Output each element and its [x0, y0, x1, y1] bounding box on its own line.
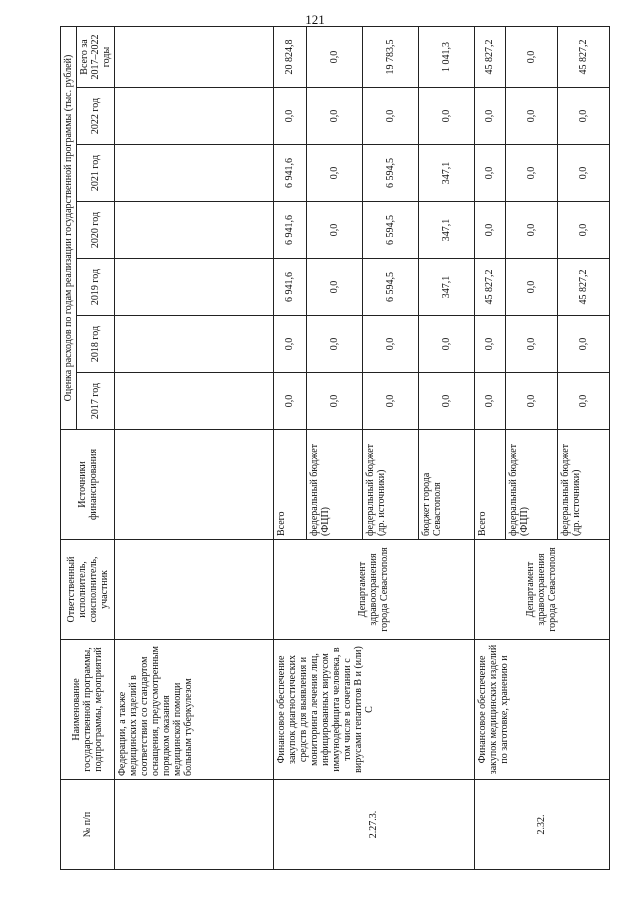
row-value: 0,0: [306, 26, 362, 87]
row-value: 6 594,5: [362, 259, 418, 316]
row-value: 0,0: [557, 373, 609, 430]
row-executor: Департамент здравоохранения города Севастополя: [273, 540, 474, 640]
row-value: 347,1: [418, 202, 474, 259]
row-source: федеральный бюджет (ФЦП): [505, 430, 557, 540]
header-name: Наименование государственной программы, подпрограммы, мероприятий: [61, 640, 115, 780]
row-value: 0,0: [557, 316, 609, 373]
header-estimate: Оценка расходов по годам реализации государственной программы (тыс. рублей): [61, 26, 77, 429]
header-sources: Источники финансирования: [61, 430, 115, 540]
row-value: 0,0: [418, 316, 474, 373]
row-source: Всего: [474, 430, 505, 540]
row-value: 0,0: [557, 202, 609, 259]
row-name: Финансовое обеспечение закупок диагностических средств для выявления и мониторинга лечения лиц, инфицированных вирусом иммунодефицита человека, в том числе в сочетании с вирусами гепатитов В и (или) С: [273, 640, 474, 780]
row-value: 45 827,2: [474, 259, 505, 316]
row-value: 6 941,6: [273, 145, 306, 202]
row-value: 6 941,6: [273, 259, 306, 316]
row-value: 6 594,5: [362, 202, 418, 259]
row-value: 0,0: [474, 316, 505, 373]
row-value: 0,0: [418, 373, 474, 430]
header-year: 2022 год: [77, 88, 115, 145]
page-number: 121: [305, 12, 325, 27]
row-value: 347,1: [418, 145, 474, 202]
row-value: 0,0: [273, 88, 306, 145]
row-value: [115, 88, 274, 145]
row-name: Федерации, а также медицинских изделий в соответствии со стандартом оснащения, предусмотренным порядком оказания медицинской помощи больным туберкулезом: [115, 640, 274, 780]
row-value: [115, 259, 274, 316]
row-value: 1 041,3: [418, 26, 474, 87]
table-row: [474, 26, 505, 869]
header-year: 2017 год: [77, 373, 115, 430]
header-year: 2020 год: [77, 202, 115, 259]
row-value: 0,0: [273, 316, 306, 373]
row-value: 0,0: [505, 88, 557, 145]
table-row: [273, 26, 306, 869]
header-year: 2021 год: [77, 145, 115, 202]
row-source: федеральный бюджет (др. источники): [362, 430, 418, 540]
header-total: Всего за 2017–2022 годы: [77, 26, 115, 87]
row-value: [115, 316, 274, 373]
rotated-table-container: [60, 30, 610, 870]
row-value: 0,0: [505, 259, 557, 316]
header-year: 2018 год: [77, 316, 115, 373]
row-value: 347,1: [418, 259, 474, 316]
row-executor: [115, 540, 274, 640]
row-source: Всего: [273, 430, 306, 540]
row-value: 45 827,2: [474, 26, 505, 87]
row-value: 0,0: [362, 88, 418, 145]
row-value: 0,0: [306, 373, 362, 430]
row-source: федеральный бюджет (др. источники): [557, 430, 609, 540]
row-num: 2.27.3.: [273, 780, 474, 870]
row-value: 0,0: [306, 316, 362, 373]
row-value: 0,0: [273, 373, 306, 430]
row-name: Финансовое обеспечение закупок медицинских изделий по заготовке, хранению и: [474, 640, 609, 780]
row-value: 0,0: [474, 373, 505, 430]
row-value: 19 783,5: [362, 26, 418, 87]
row-value: 0,0: [505, 202, 557, 259]
row-value: [115, 26, 274, 87]
row-value: 0,0: [306, 145, 362, 202]
row-value: 6 594,5: [362, 145, 418, 202]
header-executor: Ответственный исполнитель, соисполнитель, участник: [61, 540, 115, 640]
row-value: 0,0: [557, 88, 609, 145]
row-value: 0,0: [306, 88, 362, 145]
row-num: [115, 780, 274, 870]
row-source: бюджет города Севастополя: [418, 430, 474, 540]
row-value: 6 941,6: [273, 202, 306, 259]
table-row: [115, 26, 274, 869]
row-value: 0,0: [505, 316, 557, 373]
finance-table: [60, 26, 610, 870]
row-value: 0,0: [505, 26, 557, 87]
row-value: 0,0: [474, 145, 505, 202]
row-value: 20 824,8: [273, 26, 306, 87]
row-value: 0,0: [505, 145, 557, 202]
row-value: 45 827,2: [557, 259, 609, 316]
row-value: 0,0: [474, 88, 505, 145]
row-value: 0,0: [362, 316, 418, 373]
row-source: федеральный бюджет (ФЦП): [306, 430, 362, 540]
row-value: 0,0: [418, 88, 474, 145]
header-year: 2019 год: [77, 259, 115, 316]
row-value: 0,0: [362, 373, 418, 430]
row-value: [115, 373, 274, 430]
row-value: 0,0: [474, 202, 505, 259]
row-value: 45 827,2: [557, 26, 609, 87]
row-value: [115, 202, 274, 259]
row-value: 0,0: [306, 259, 362, 316]
row-value: 0,0: [557, 145, 609, 202]
row-source: [115, 430, 274, 540]
row-value: 0,0: [505, 373, 557, 430]
row-executor: Департамент здравоохранения города Севастополя: [474, 540, 609, 640]
row-num: 2.32.: [474, 780, 609, 870]
row-value: [115, 145, 274, 202]
row-value: 0,0: [306, 202, 362, 259]
header-num: № п/п: [61, 780, 115, 870]
